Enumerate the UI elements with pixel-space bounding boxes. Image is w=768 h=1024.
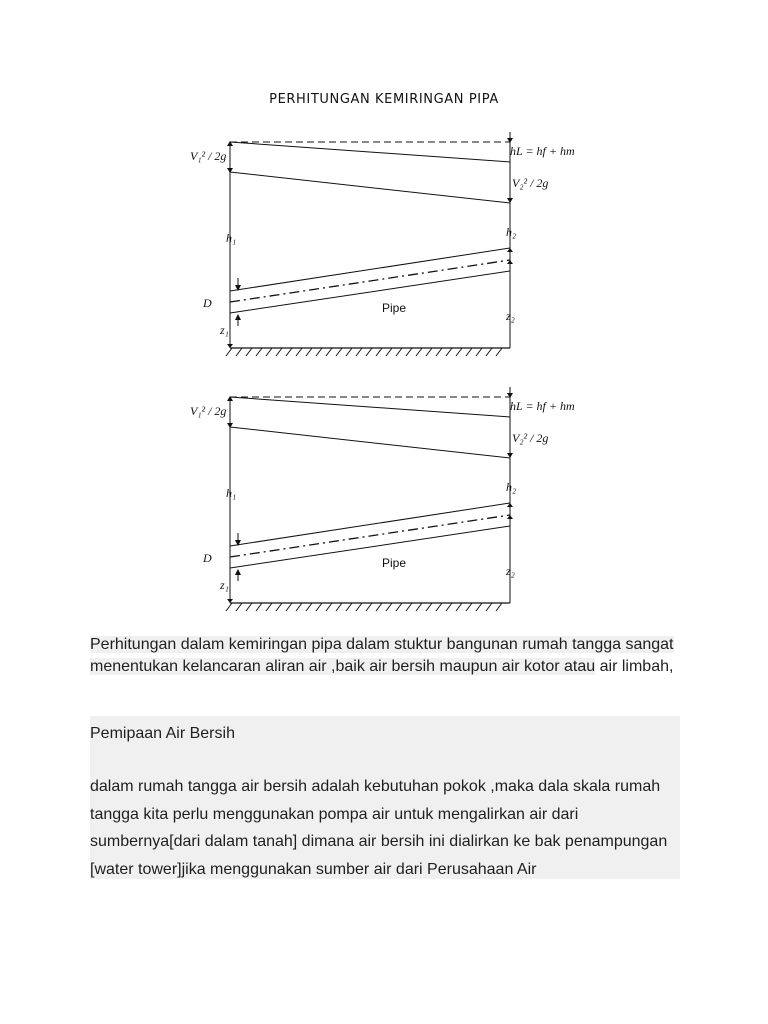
- intro-paragraph: [90, 634, 680, 678]
- pipe-bottom-wall: [230, 271, 510, 313]
- pipe-slope-diagram-2: [180, 385, 600, 615]
- label-d: D: [203, 296, 212, 310]
- page-title: PERHITUNGAN KEMIRINGAN PIPA: [269, 92, 499, 107]
- label-v2: V₂² / 2g: [512, 431, 549, 445]
- label-pipe: Pipe: [382, 301, 407, 315]
- label-h1: h₁: [226, 231, 237, 245]
- intro-text-plain: air limbah,: [599, 658, 674, 675]
- label-v1: V₁² / 2g: [190, 149, 227, 163]
- ground-hatch: [226, 348, 502, 356]
- label-h1: h₁: [226, 486, 237, 500]
- pipe-centerline: [230, 515, 510, 557]
- section-heading: Pemipaan Air Bersih: [90, 725, 235, 742]
- energy-grade-line: [230, 397, 510, 417]
- label-z1: z₁: [220, 323, 229, 337]
- pipe-centerline: [230, 260, 510, 302]
- label-z2: z₂: [506, 564, 515, 578]
- label-h2: h₂: [506, 480, 517, 494]
- ground-hatch: [226, 603, 502, 611]
- hydraulic-grade-line: [230, 427, 510, 458]
- label-hl: hL = hf + hm: [510, 144, 575, 158]
- pipe-top-wall: [230, 248, 510, 291]
- water-piping-section: [90, 716, 680, 879]
- energy-grade-line: [230, 142, 510, 162]
- label-v1: V₁² / 2g: [190, 404, 227, 418]
- section-paragraph: dalam rumah tangga air bersih adalah kebutuhan pokok ,maka dala skala rumah tangga kita perlu menggunakan pompa air untuk mengalirkan air dari sumbernya[dari dalam tanah] dimana air bersih ini dialirkan ke bak penampungan [water tower]jika menggunakan sumber air dari Perusahaan Air: [90, 778, 668, 878]
- label-z2: z₂: [506, 309, 515, 323]
- label-z1: z₁: [220, 578, 229, 592]
- pipe-top-wall: [230, 503, 510, 546]
- label-pipe: Pipe: [382, 556, 407, 570]
- label-d: D: [203, 551, 212, 565]
- label-hl: hL = hf + hm: [510, 399, 575, 413]
- intro-text-highlighted: Perhitungan dalam kemiringan pipa dalam stuktur bangunan rumah tangga sangat menentukan kelancaran aliran air ,baik air bersih maupun air kotor atau: [90, 636, 674, 675]
- pipe-bottom-wall: [230, 526, 510, 568]
- label-v2: V₂² / 2g: [512, 176, 549, 190]
- hydraulic-grade-line: [230, 172, 510, 203]
- label-h2: h₂: [506, 225, 517, 239]
- pipe-slope-diagram-1: [180, 130, 600, 360]
